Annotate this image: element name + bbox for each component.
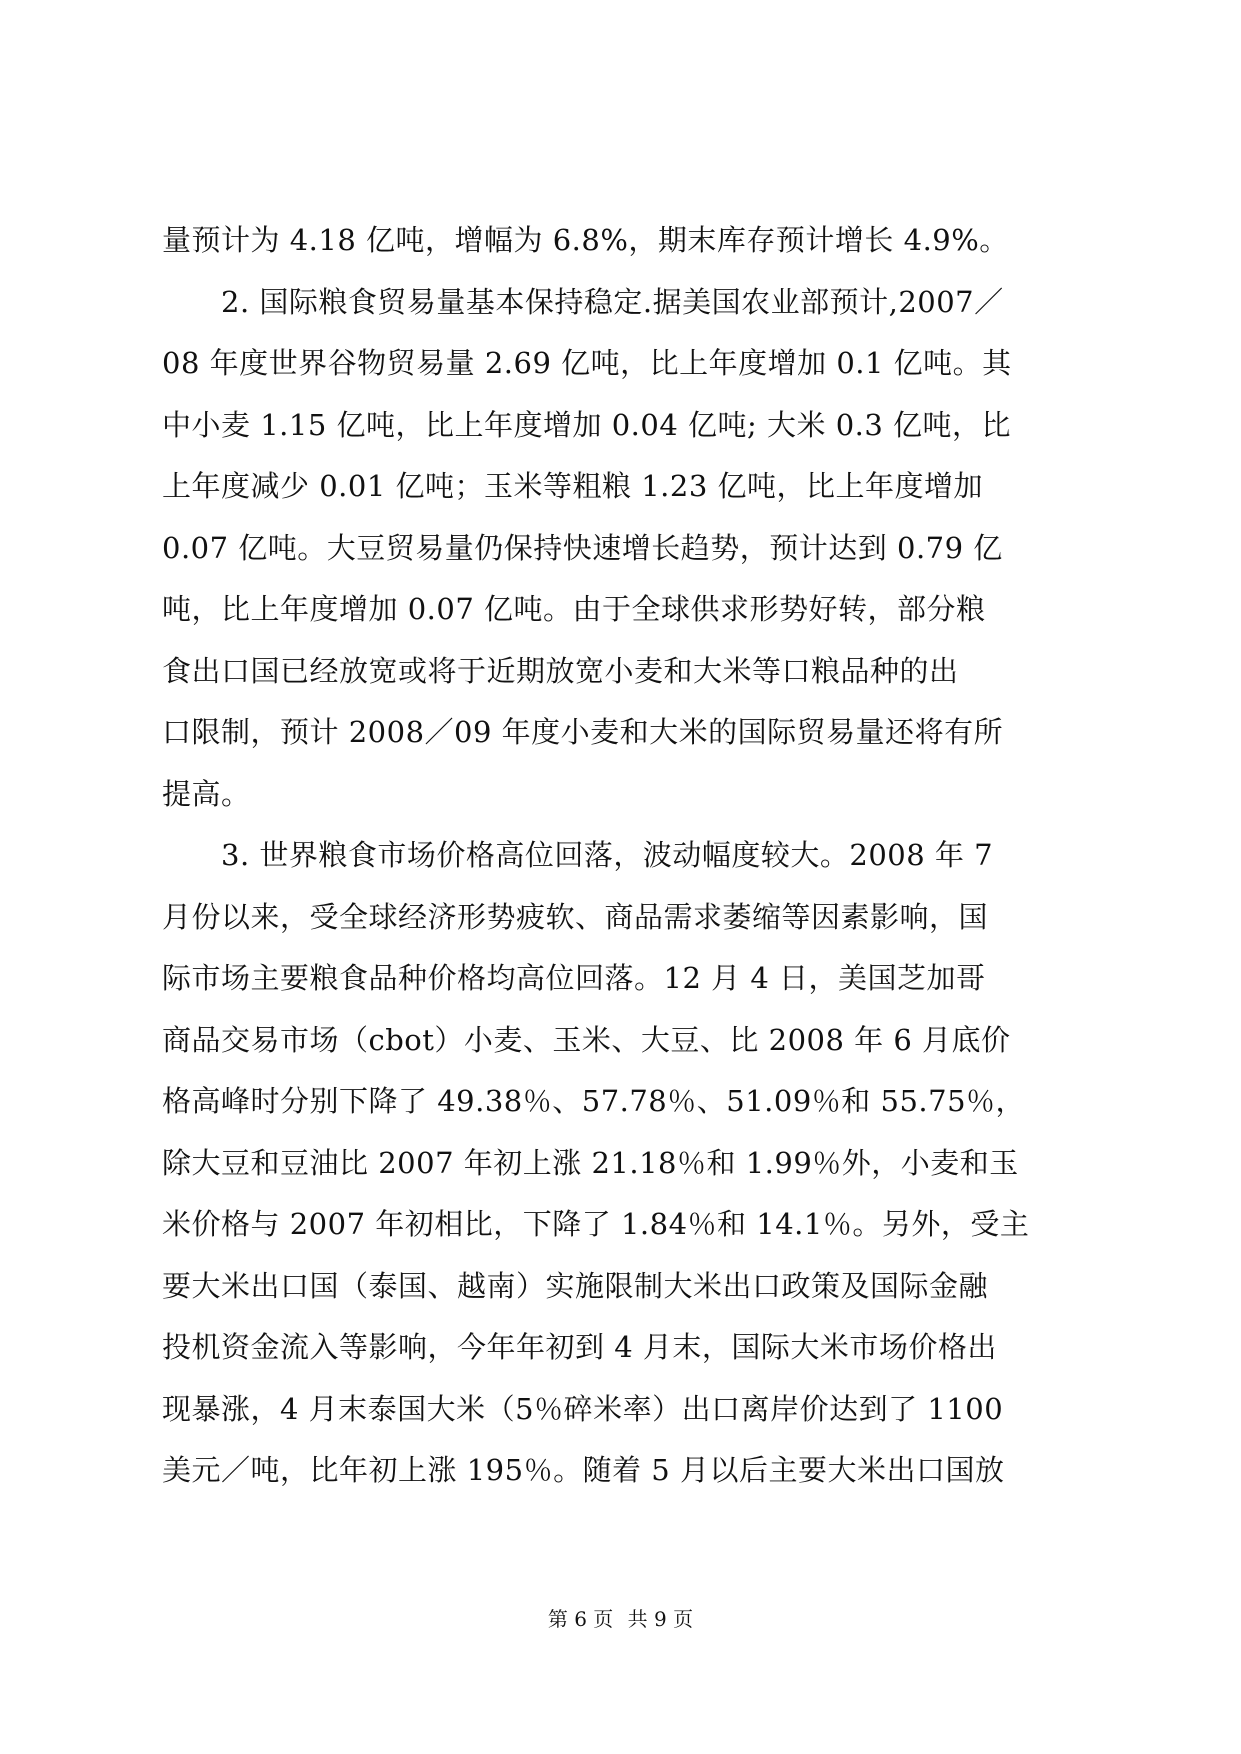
paragraph-3 [162,825,1082,1502]
text-line: 商品交易市场（cbot）小麦、玉米、大豆、比 2008 年 6 月底价 [162,1022,1011,1057]
text-line: 中小麦 1.15 亿吨，比上年度增加 0.04 亿吨; 大米 0.3 亿吨，比 [162,407,1012,442]
text-line: 格高峰时分别下降了 49.38％、57.78％、51.09％和 55.75％， [162,1084,1026,1118]
text-line: 吨，比上年度增加 0.07 亿吨。由于全球供求形势好转，部分粮 [162,592,986,626]
text-line: 08 年度世界谷物贸易量 2.69 亿吨，比上年度增加 0.1 亿吨。其 [162,346,1012,380]
text-line: 投机资金流入等影响，今年年初到 4 月末，国际大米市场价格出 [162,1330,997,1364]
text-line: 食出口国已经放宽或将于近期放宽小麦和大米等口粮品种的出 [162,653,959,688]
text-line: 除大豆和豆油比 2007 年初上涨 21.18％和 1.99％外，小麦和玉 [162,1145,1019,1180]
text-line: 现暴涨，4 月末泰国大米（5％碎米率）出口离岸价达到了 1100 [162,1391,1004,1426]
text-line: 量预计为 4.18 亿吨，增幅为 6.8%，期末库存预计增长 4.9%。 [162,223,1009,257]
paragraph-1 [162,210,1082,272]
text-line: 0.07 亿吨。大豆贸易量仍保持快速增长趋势，预计达到 0.79 亿 [162,530,1003,565]
paragraph-2 [162,272,1082,826]
text-line: 际市场主要粮食品种价格均高位回落。12 月 4 日，美国芝加哥 [162,961,986,995]
page-footer [0,1603,1241,1632]
text-line: 3. 世界粮食市场价格高位回落，波动幅度较大。2008 年 7 [162,838,994,872]
text-line: 2. 国际粮食贸易量基本保持稳定.据美国农业部预计,2007／ [162,284,1004,319]
text-line: 月份以来，受全球经济形势疲软、商品需求萎缩等因素影响，国 [162,899,989,934]
body-text [162,210,1082,1502]
page-total: 共 9 页 [627,1607,694,1631]
text-line: 提高。 [162,776,251,811]
text-line: 要大米出口国（泰国、越南）实施限制大米出口政策及国际金融 [162,1268,989,1303]
text-line: 上年度减少 0.01 亿吨；玉米等粗粮 1.23 亿吨，比上年度增加 [162,469,984,503]
text-line: 米价格与 2007 年初相比，下降了 1.84％和 14.1％。另外，受主 [162,1207,1030,1241]
page-number: 第 6 页 [547,1607,614,1631]
text-line: 美元／吨，比年初上涨 195％。随着 5 月以后主要大米出口国放 [162,1453,1005,1487]
text-line: 口限制，预计 2008／09 年度小麦和大米的国际贸易量还将有所 [162,715,1004,749]
